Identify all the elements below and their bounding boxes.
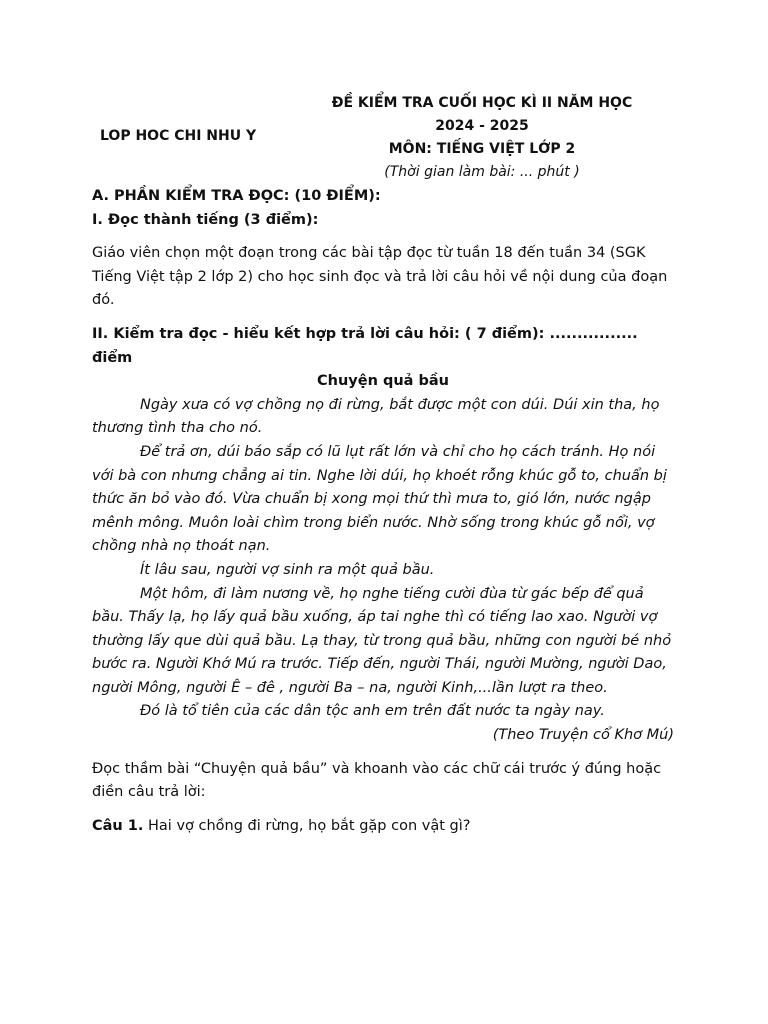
time-note: (Thời gian làm bài: ... phút ) [384, 164, 580, 180]
story-paragraph: Ngày xưa có vợ chồng nọ đi rừng, bắt được một con dúi. Dúi xin tha, họ thương tình tha cho nó. [92, 396, 660, 437]
story-paragraph: Một hôm, đi làm nương về, họ nghe tiếng cười đùa từ gác bếp để quả bầu. Thấy lạ, họ lấy quả bầu xuống, áp tai nghe thì có tiếng lao xao. Người vợ thường lấy que dùi quả bầu. Lạ thay, từ trong quả bầu, những con người bé nhỏ bước ra. Người Khớ Mú ra trước. Tiếp đến, người Thái, người Mường, người Dao, người Mông, người Ê – đê , người Ba – na, người Kinh,...lần lượt ra theo. [92, 585, 672, 696]
question-1 [92, 815, 674, 839]
section-a-title: A. PHẦN KIỂM TRA ĐỌC: (10 ĐIỂM): [92, 188, 381, 204]
question-1-text: Hai vợ chồng đi rừng, họ bắt gặp con vật gì? [148, 817, 471, 834]
exam-header [296, 92, 668, 184]
part1-title: I. Đọc thành tiếng (3 điểm): [92, 211, 319, 228]
school-year: 2024 - 2025 [435, 118, 529, 134]
story-text [92, 394, 674, 724]
story-source: (Theo Truyện cổ Khơ Mú) [492, 727, 674, 744]
question-1-label: Câu 1. [92, 817, 144, 834]
story-title: Chuyện quả bầu [317, 373, 449, 390]
part1-text: Giáo viên chọn một đoạn trong các bài tập đọc từ tuần 18 đến tuần 34 (SGK Tiếng Việt tập 2 lớp 2) cho học sinh đọc và trả lời câu hỏi về nội dung của đoạn đó. [92, 245, 668, 309]
story-paragraph: Ít lâu sau, người vợ sinh ra một quả bầu. [140, 561, 435, 578]
subject-title: MÔN: TIẾNG VIỆT LỚP 2 [388, 141, 576, 157]
instructions: Đọc thầm bài “Chuyện quả bầu” và khoanh vào các chữ cái trước ý đúng hoặc điền câu trả lời: [92, 760, 662, 801]
story-paragraph: Đó là tổ tiên của các dân tộc anh em trên đất nước ta ngày nay. [140, 703, 605, 720]
school-name: LOP HOC CHI NHU Y [100, 128, 257, 144]
exam-body [92, 185, 674, 838]
story-paragraph: Để trả ơn, dúi báo sắp có lũ lụt rất lớn và chỉ cho họ cách tránh. Họ nói với bà con nhưng chẳng ai tin. Nghe lời dúi, họ khoét rỗng khúc gỗ to, chuẩn bị thức ăn bỏ vào đó. Vừa chuẩn bị xong mọi thứ thì mưa to, gió lớn, nước ngập mênh mông. Muôn loài chìm trong biển nước. Nhờ sống trong khúc gỗ nổi, vợ chồng nhà nọ thoát nạn. [92, 443, 667, 555]
part2-title: II. Kiểm tra đọc - hiểu kết hợp trả lời câu hỏi: ( 7 điểm): ................ điểm [92, 325, 638, 366]
exam-title: ĐỀ KIỂM TRA CUỐI HỌC KÌ II NĂM HỌC [331, 95, 633, 111]
